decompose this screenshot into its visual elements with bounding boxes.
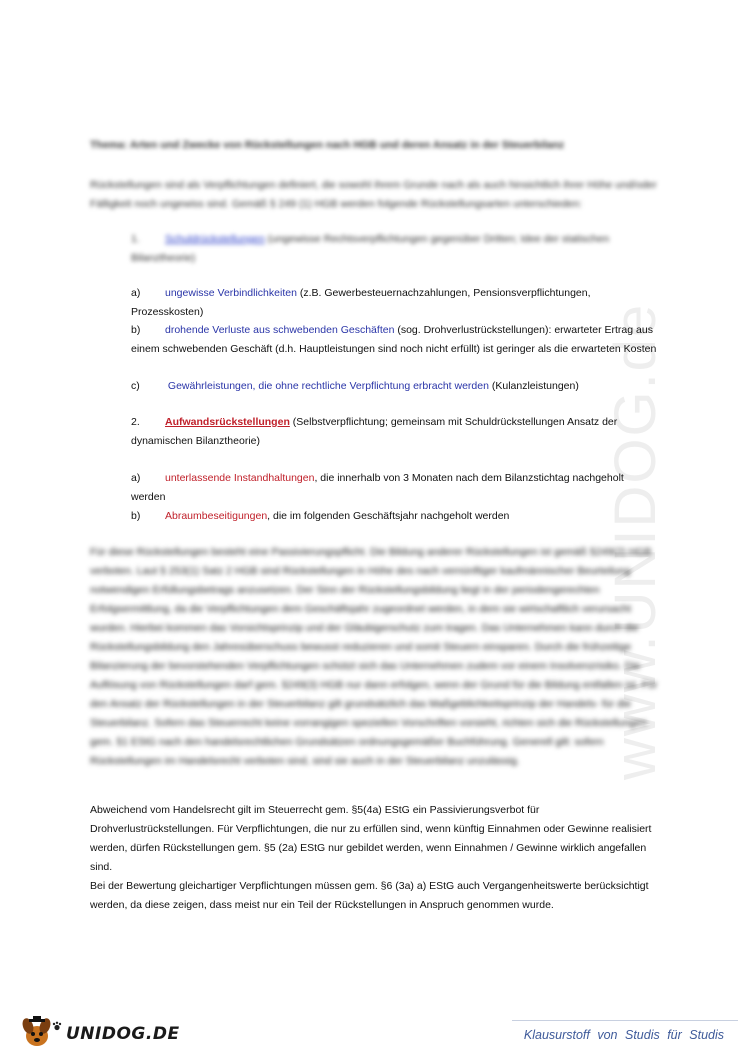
list-text: , die innerhalb von 3 Monaten nach dem Bilanzstichtag nachgeholt werden [131, 472, 624, 503]
dog-mascot-icon [20, 1015, 54, 1054]
list-text: (sog. Drohverlustrückstellungen): erwarteter Ertrag aus einem schwebenden Geschäft (d.h. Hauptleistungen sind noch nicht erfüllt) ist geringer als die erwarteten Kosten [131, 324, 657, 355]
logo-text: UNIDOG.DE [66, 1024, 180, 1044]
list-text: , die im folgenden Geschäftsjahr nachgeholt werden [267, 510, 510, 522]
list-item [131, 284, 661, 321]
section-2-description: (Selbstverpflichtung; gemeinsam mit Schuldrückstellungen Ansatz der dynamischen Bilanztheorie) [131, 416, 618, 447]
list-term: Gewährleistungen, die ohne rechtliche Verpflichtung erbracht werden [165, 380, 489, 392]
section-2-heading [131, 413, 671, 450]
section-2-title: Aufwandsrückstellungen [165, 416, 290, 428]
list-term: unterlassende Instandhaltungen [165, 472, 315, 484]
list-marker: a) [131, 472, 141, 484]
list-marker: b) [131, 510, 141, 522]
list-term: ungewisse Verbindlichkeiten [165, 287, 297, 299]
paragraph: Bei der Bewertung gleichartiger Verpflichtungen müssen gem. §6 (3a) a) EStG auch Vergangenheitswerte berücksichtigt werden, da diese zeigen, dass meist nur ein Teil der Rückstellungen in Anspruch genommen wurde. [90, 880, 649, 911]
list-item [131, 507, 661, 526]
bottom-text [90, 801, 665, 915]
section-1-heading [131, 230, 671, 268]
unidog-logo[interactable] [20, 1016, 180, 1052]
list-marker: c) [131, 380, 140, 392]
blurred-paragraph: Für diese Rückstellungen besteht eine Passivierungspflicht. Die Bildung anderer Rückstellungen ist gemäß §249(2) HGB verboten. Laut § 253(1) Satz 2 HGB sind Rückstellungen in Höhe des nach vernünftiger kaufmännischer Beurteilung notwendigen Erfüllungsbetrags anzusetzen. Der Sinn der Rückstellungsbildung liegt in der periodengerechten Erfolgsermittlung, da die Verpflichtungen dem Geschäftsjahr zugeordnet werden, in dem sie wirtschaftlich verursacht wurden. Hierbei kommen das Vorsichtsprinzip und der Gläubigerschutz zum tragen. Das Unternehmen kann durch die Rückstellungsbildung den Jahresüberschuss bewusst reduzieren und somit Steuern einsparen. Durch die frühzeitige Bilanzierung der bevorstehenden Verpflichtungen schützt sich das Unternehmen zudem vor einem Insolvenzrisiko. Die Auflösung von Rückstellungen darf gem. §249(3) HGB nur dann erfolgen, wenn der Grund für die Bildung entfallen ist. Für den Ansatz der Rückstellungen in der Steuerbilanz gilt grundsätzlich das Maßgeblichkeitsprinzip der Handels- für die Steuerbilanz. Sofern das Steuerrecht keine vorrangigen speziellen Vorschriften vorsieht, richten sich die Rückstellungen gem. §1 EStG nach den handelsrechtlichen Grundsätzen ordnungsgemäßer Buchführung. Generell gilt: sofern Rückstellungen im Handelsrecht verboten sind, sind sie auch in der Steuerbilanz unzulässig. [90, 546, 658, 767]
list-item [131, 377, 661, 396]
watermark-text: www.UNIDOG.de [603, 302, 668, 780]
list-item [131, 321, 661, 358]
intro-paragraph: Rückstellungen sind als Verpflichtungen definiert, die sowohl ihrem Grunde nach als auch hinsichtlich ihrer Höhe und/oder Fälligkeit noch ungewiss sind. Gemäß § 249 (1) HGB werden folgende Rückstellungsarten unterschieden: [90, 179, 657, 210]
footer-slogan: Klausurstoff von Studis für Studis [523, 1028, 724, 1042]
footer-divider [512, 1020, 738, 1021]
paw-icon [52, 1018, 62, 1036]
list-term: drohende Verluste aus schwebenden Geschäften [165, 324, 395, 336]
section-2-number: 2. [131, 416, 140, 428]
section-1-description: (ungewisse Rechtsverpflichtungen gegenüber Dritten; Idee der statischen Bilanztheorie) [131, 233, 610, 264]
page-title: Thema: Arten und Zwecke von Rückstellungen nach HGB und deren Ansatz in der Steuerbilanz [90, 139, 565, 151]
list-item [131, 469, 661, 506]
list-marker: b) [131, 324, 141, 336]
section-1-title: Schuldrückstellungen [165, 233, 265, 245]
list-text: (Kulanzleistungen) [488, 380, 579, 392]
list-term: Abraumbeseitigungen [165, 510, 268, 522]
list-text: (z.B. Gewerbesteuernachzahlungen, Pensionsverpflichtungen, Prozesskosten) [131, 287, 591, 318]
list-marker: a) [131, 287, 141, 299]
section-1-number: 1. [131, 233, 140, 245]
paragraph: Abweichend vom Handelsrecht gilt im Steuerrecht gem. §5(4a) EStG ein Passivierungsverbot für Drohverlustrückstellungen. Für Verpflichtungen, die nur zu erfüllen sind, wenn künftig Einnahmen oder Gewinne realisiert werden, dürfen Rückstellungen gem. §5 (2a) EStG nur gebildet werden, wenn Einnahmen / Gewinne wirklich angefallen sind. [90, 804, 652, 873]
